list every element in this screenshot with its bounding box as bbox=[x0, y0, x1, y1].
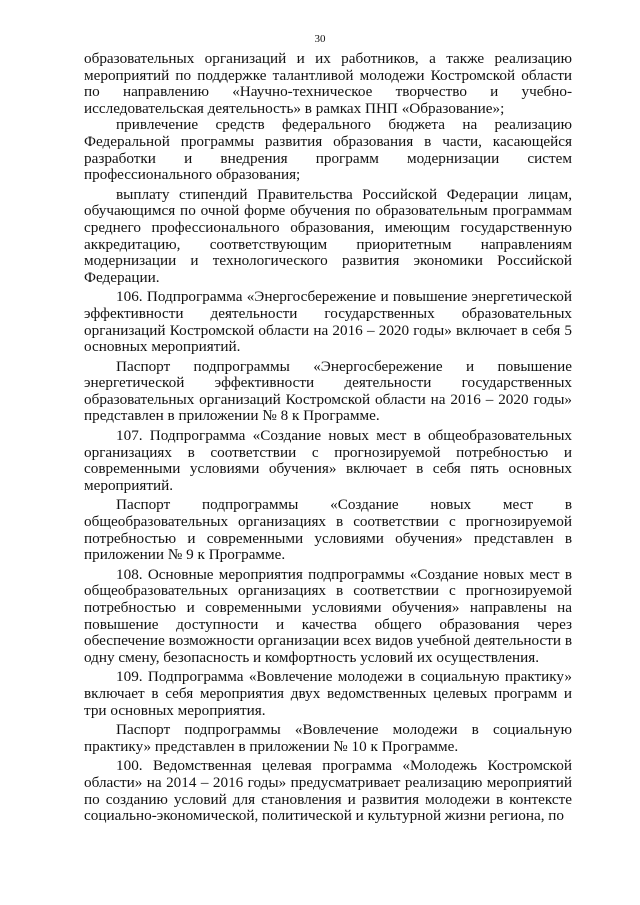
paragraph-11: 100. Ведомственная целевая программа «Молодежь Костромской области» на 2014 – 2016 годы» предусматривает реализацию мероприятий по созданию условий для становления и развития молодежи в контексте социально-экономической, политической и культурной жизни региона, по bbox=[84, 757, 572, 825]
paragraph-9: 109. Подпрограмма «Вовлечение молодежи в социальную практику» включает в себя мероприятия двух ведомственных целевых программ и три основных мероприятия. bbox=[84, 668, 572, 719]
page-number: 30 bbox=[314, 33, 326, 45]
document-body bbox=[84, 51, 572, 825]
paragraph-1: образовательных организаций и их работников, а также реализацию мероприятий по поддержке талантливой молодежи Костромской области по направлению «Научно-техническое творчество и учебно-исследовательская деятельность» в рамках ПНП «Образование»; bbox=[84, 50, 572, 117]
paragraph-2: привлечение средств федерального бюджета на реализацию Федеральной программы развития образования в части, касающейся разработки и внедрения программ модернизации систем профессионального образования; bbox=[84, 116, 572, 184]
paragraph-8: 108. Основные мероприятия подпрограммы «Создание новых мест в общеобразовательных организациях в соответствии с прогнозируемой потребностью и современными условиями обучения» направлены на повышение доступности и качества общего образования через обеспечение возможности организации всех видов учебной деятельности в одну смену, безопасность и комфортность условий их осуществления. bbox=[84, 565, 572, 666]
paragraph-5: Паспорт подпрограммы «Энергосбережение и повышение энергетической эффективности деятельности государственных образовательных организаций Костромской области на 2016 – 2020 годы» представлен в приложении № 8 к Программе. bbox=[84, 357, 572, 425]
paragraph-10: Паспорт подпрограммы «Вовлечение молодежи в социальную практику» представлен в приложении № 10 к Программе. bbox=[84, 721, 572, 755]
paragraph-4: 106. Подпрограмма «Энергосбережение и повышение энергетической эффективности деятельности государственных образовательных организаций Костромской области на 2016 – 2020 годы» включает в себя 5 основных мероприятий. bbox=[84, 288, 572, 356]
paragraph-3: выплату стипендий Правительства Российской Федерации лицам, обучающимся по очной форме обучения по образовательным программам среднего профессионального образования, имеющим государственную аккредитацию, соответствующим приоритетным направлениям модернизации и технологического развития экономики Российской Федерации. bbox=[84, 185, 572, 286]
paragraph-7: Паспорт подпрограммы «Создание новых мест в общеобразовательных организациях в соответствии с прогнозируемой потребностью и современными условиями обучения» представлен в приложении № 9 к Программе. bbox=[84, 496, 572, 564]
paragraph-6: 107. Подпрограмма «Создание новых мест в общеобразовательных организациях в соответствии с прогнозируемой потребностью и современными условиями обучения» включает в себя пять основных мероприятий. bbox=[84, 427, 572, 494]
